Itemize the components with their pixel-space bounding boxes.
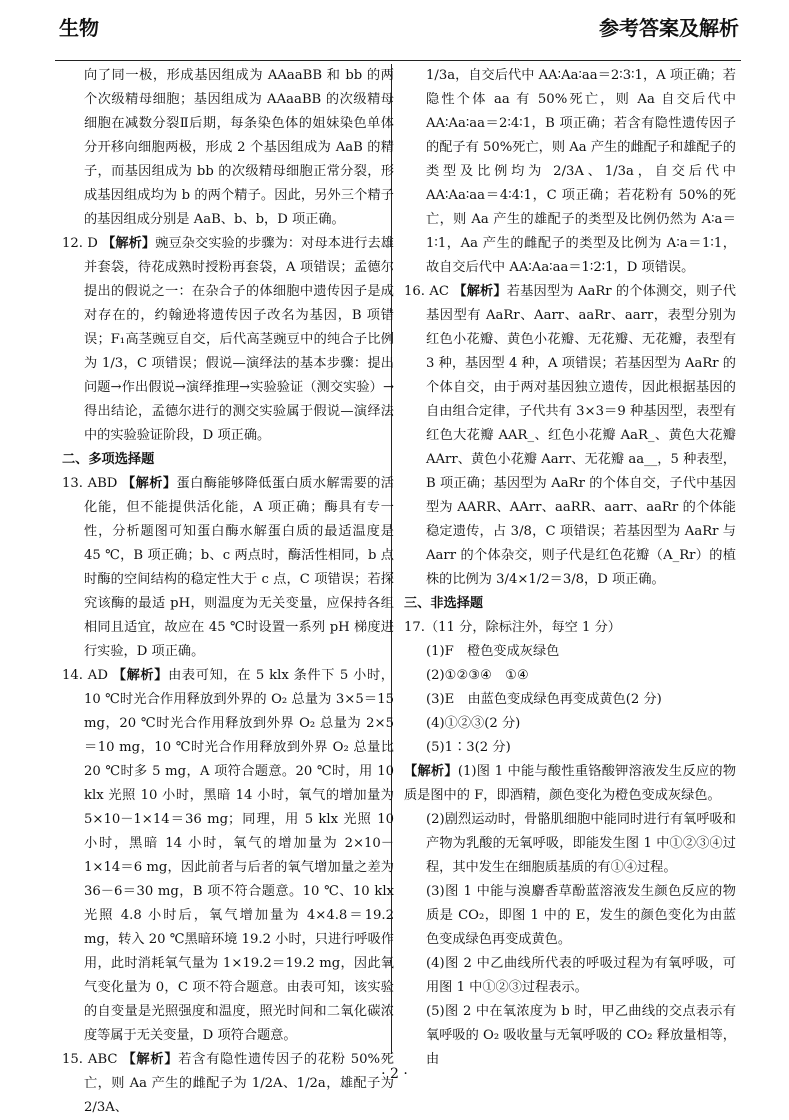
section-3-heading: 三、非选择题 xyxy=(404,596,484,611)
q14-number: 14. AD xyxy=(62,668,108,683)
q12-text: 豌豆杂交实验的步骤为：对母本进行去雄并套袋，待花成熟时授粉再套袋，A 项错误；孟德尔提出的假说之一：在杂合子的体细胞中遗传因子是成对存在的，约翰逊将遗传因子改名为基因，B 项错误；F₁高茎豌豆自交，后代高茎豌豆中的纯合子比例为 1/3，C 项错误；假说—演绎法的基本步骤：提出问题→作出假说→演绎推理→实验验证（测交实验）→得出结论，孟德尔进行的测交实验属于假说—演绎法中的实验验证阶段，D 项正确。 xyxy=(84,236,394,443)
q17-answer-4: (4)①②③(2 分) xyxy=(426,716,521,731)
q17-analysis-2: (2)剧烈运动时，骨骼肌细胞中能同时进行有氧呼吸和产物为乳酸的无氧呼吸，即能发生图 1 中①②③④过程，其中发生在细胞质基质的有①④过程。 xyxy=(426,812,736,875)
q16-analysis-tag: 【解析】 xyxy=(453,284,507,299)
page-header xyxy=(55,8,741,61)
q17-answer-5: (5)1∶3(2 分) xyxy=(426,740,511,755)
q17-analysis-5: (5)图 2 中在氧浓度为 b 时，甲乙曲线的交点表示有氧呼吸的 O₂ 吸收量与无氧呼吸的 CO₂ 释放量相等，由 xyxy=(426,1004,736,1067)
subject-label: 生物 xyxy=(59,16,99,40)
q16-number: 16. AC xyxy=(404,284,449,299)
q17-heading: 17.（11 分，除标注外，每空 1 分） xyxy=(404,620,621,635)
q13-analysis-tag: 【解析】 xyxy=(122,476,177,491)
q15-text: 若含有隐性遗传因子的花粉 50%死亡，则 Aa 产生的雌配子为 1/2A、1/2a，雄配子为 2/3A、 xyxy=(84,1052,394,1115)
q17-analysis-1 xyxy=(404,760,736,808)
q13 xyxy=(62,472,394,664)
q13-number: 13. ABD xyxy=(62,476,118,491)
q14-text: 由表可知，在 5 klx 条件下 5 小时，10 ℃时光合作用释放到外界的 O₂ 总量为 3×5＝15 mg，20 ℃时光合作用释放到外界 O₂ 总量为 2×5＝10 mg，10 ℃时光合作用释放到外界 O₂ 总量比 20 ℃时多 5 mg，A 项符合题意。20 ℃时，用 10 klx 光照 10 小时，黑暗 14 小时，氧气的增加量为 5×10－1×14＝36 mg；同理，用 5 klx 光照 10 小时，黑暗 14 小时，氧气的增加量为 2×10－1×14＝6 mg，因此前者与后者的氧气增加量之差为 36－6＝30 mg，B 项不符合题意。10 ℃、10 klx 光照 4.8 小时后，氧气增加量为 4×4.8＝19.2 mg，转入 20 ℃黑暗环境 19.2 小时，只进行呼吸作用，此时消耗氧气量为 1×19.2＝19.2 mg，因此氧气变化量为 0，C 项不符合题意。由表可知，该实验的自变量是光照强度和温度，照光时间和二氧化碳浓度等属于无关变量，D 项符合题意。 xyxy=(84,668,394,1043)
q17-analysis-4: (4)图 2 中乙曲线所代表的呼吸过程为有氧呼吸，可用图 1 中①②③过程表示。 xyxy=(426,956,736,995)
header-title: 参考答案及解析 xyxy=(599,16,739,40)
page-number: · 2 · xyxy=(381,1066,408,1082)
q16 xyxy=(404,280,736,592)
q12 xyxy=(62,232,394,448)
q17-analysis-tag: 【解析】 xyxy=(404,764,458,779)
q14-analysis-tag: 【解析】 xyxy=(112,668,169,683)
q17-answer-2: (2)①②③④ ①④ xyxy=(426,668,529,683)
q17-analysis-3: (3)图 1 中能与溴麝香草酚蓝溶液发生颜色反应的物质是 CO₂，即图 1 中的 E，发生的颜色变化为由蓝色变成绿色再变成黄色。 xyxy=(426,884,736,947)
q12-analysis-tag: 【解析】 xyxy=(102,236,156,251)
right-column xyxy=(404,64,736,1072)
q16-text: 若基因型为 AaRr 的个体测交，则子代基因型有 AaRr、Aarr、aaRr、aarr，表型分别为红色小花瓣、黄色小花瓣、无花瓣、无花瓣，表型有 3 种，基因型 4 种，A 项错误；若基因型为 AaRr 的个体自交，由于两对基因独立遗传，因此根据基因的自由组合定律，子代共有 3×3＝9 种基因型，表型有红色大花瓣 AAR_、红色小花瓣 AaR_、黄色大花瓣 AArr、黄色小花瓣 Aarr、无花瓣 aa__，5 种表型，B 项正确；基因型为 AaRr 的个体自交，子代中基因型为 AARR、AArr、aaRR、aarr、aaRr 的个体能稳定遗传，占 3/8，C 项错误；若基因型为 AaRr 与 Aarr 的个体杂交，则子代是红色花瓣（A_Rr）的植株的比例为 3/4×1/2＝3/8，D 项正确。 xyxy=(426,284,736,587)
q17-answer-1: (1)F 橙色变成灰绿色 xyxy=(426,644,560,659)
q13-text: 蛋白酶能够降低蛋白质水解需要的活化能，但不能提供活化能，A 项正确；酶具有专一性，分析题图可知蛋白酶水解蛋白质的最适温度是 45 ℃，B 项正确；b、c 两点时，酶活性相同，b 点时酶的空间结构的稳定性大于 c 点，C 项错误；若探究该酶的最适 pH，则温度为无关变量，应保持各组相同且适宜，故应在 45 ℃时设置一系列 pH 梯度进行实验，D 项正确。 xyxy=(84,476,394,659)
left-column xyxy=(62,64,394,1120)
q11-continuation: 向了同一极，形成基因组成为 AAaaBB 和 bb 的两个次级精母细胞；基因组成为 AAaaBB 的次级精母细胞在减数分裂Ⅱ后期，每条染色体的姐妹染色单体分开移向细胞两极，形成 2 个基因组成为 AaB 的精子，而基因组成为 bb 的次级精母细胞正常分裂，形成基因组成均为 b 的两个精子。因此，另外三个精子的基因组成分别是 AaB、b、b，D 项正确。 xyxy=(84,68,394,227)
q14 xyxy=(62,664,394,1048)
q17-answer-3: (3)E 由蓝色变成绿色再变成黄色(2 分) xyxy=(426,692,662,707)
q15-number: 15. ABC xyxy=(62,1052,118,1067)
q15-continuation: 1/3a，自交后代中 AA∶Aa∶aa＝2∶3∶1，A 项正确；若隐性个体 aa 有 50%死亡，则 Aa 自交后代中 AA∶Aa∶aa＝2∶4∶1，B 项正确；若含有隐性遗传因子的配子有 50%死亡，则 Aa 产生的雌配子和雄配子的类型及比例均为 2/3A、1/3a，自交后代中 AA∶Aa∶aa＝4∶4∶1，C 项正确；若花粉有 50%的死亡，则 Aa 产生的雄配子的类型及比例仍然为 A∶a＝1∶1，Aa 产生的雌配子的类型及比例为 A∶a＝1∶1，故自交后代中 AA∶Aa∶aa＝1∶2∶1，D 项错误。 xyxy=(426,68,736,275)
section-2-heading: 二、多项选择题 xyxy=(62,452,155,467)
q12-number: 12. D xyxy=(62,236,98,251)
q15 xyxy=(62,1048,394,1120)
q15-analysis-tag: 【解析】 xyxy=(122,1052,179,1067)
q17-analysis-1-text: (1)图 1 中能与酸性重铬酸钾溶液发生反应的物质是图中的 F，即酒精，颜色变化为橙色变成灰绿色。 xyxy=(404,764,737,803)
